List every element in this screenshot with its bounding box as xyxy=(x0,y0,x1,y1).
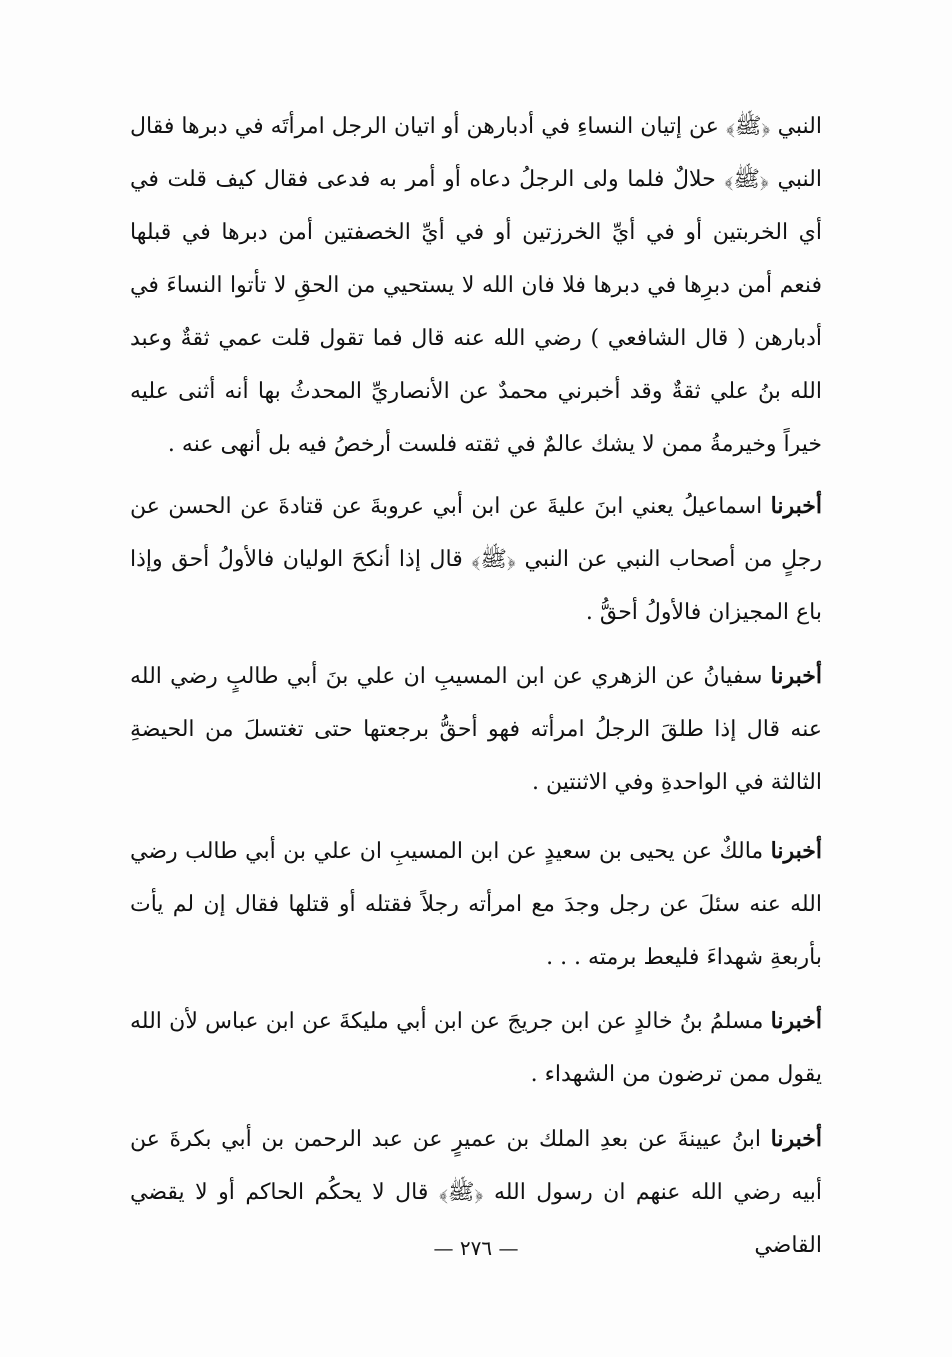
page-number: — ٢٧٦ — xyxy=(433,1236,519,1260)
paragraph-lead-word: أخبرنا xyxy=(770,1008,822,1034)
paragraph-body: ابنُ عيينةَ عن بعدِ الملك بن عميرٍ عن عبد الرحمن بن أبي بكرةَ عن أبيه رضي الله عنهم ان رسول الله ﴿ﷺ﴾ قال لا يحكُم الحاكم أو لا يقضي القاضي xyxy=(130,1127,822,1258)
paragraph-intro-text: النبي ﴿ﷺ﴾ عن إتيان النساءِ في أدبارهن أو اتيان الرجل امرأتَه في دبرها فقال النبي ﴿ﷺ﴾ حلالٌ فلما ولى الرجلُ دعاه أو أمر به فدعى فقال كيف قلت في أي الخربتين أو في أيِّ الخرزتين أو في أيِّ الخصفتين أمن دبرها في قبلها فنعم أمن دبرِها في دبرها فلا فان الله لا يستحيي من الحقِ لا تأتوا النساءَ في أدبارهن ( قال الشافعي ) رضي الله عنه قال فما تقول قلت عمي ثقةٌ وعبد الله بنُ علي ثقةٌ وقد أخبرني محمدٌ عن الأنصاريِّ المحدثُ بها أنه أثنى عليه خيراً وخيرمةُ ممن لا يشك عالمٌ في ثقته فلست أرخصُ فيه بل أنهى عنه . xyxy=(130,114,822,457)
paragraph-hadith-4 xyxy=(130,825,822,984)
paragraph-hadith-3 xyxy=(130,650,822,809)
paragraph-lead-word: أخبرنا xyxy=(770,1126,822,1152)
paragraph-lead-word: أخبرنا xyxy=(770,838,822,864)
paragraph-intro xyxy=(130,100,822,471)
paragraph-hadith-2 xyxy=(130,480,822,639)
paragraph-hadith-5 xyxy=(130,995,822,1101)
paragraph-body: مالكٌ عن يحيى بن سعيدٍ عن ابن المسيبِ ان علي بن أبي طالب رضي الله عنه سئلَ عن رجل وجدَ مع امرأته رجلاً فقتله أو قتلها فقال إن لم يأت بأربعةِ شهداءَ فليعط برمته . . . xyxy=(130,839,822,970)
paragraph-body: اسماعيلُ يعني ابنَ عليةَ عن ابن أبي عروبةَ عن قتادةَ عن الحسن عن رجلٍ من أصحاب النبي عن النبي ﴿ﷺ﴾ قال إذا أنكحَ الوليان فالأولُ أحق وإذا باع المجيزان فالأولُ أحقُّ . xyxy=(130,494,822,625)
paragraph-body: سفيانُ عن الزهري عن ابن المسيبِ ان علي بنَ أبي طالبٍ رضي الله عنه قال إذا طلقَ الرجلُ امرأته فهو أحقُّ برجعتها حتى تغتسلَ من الحيضةِ الثالثة في الواحدةِ وفي الاثنتين . xyxy=(130,664,822,795)
paragraph-lead-word: أخبرنا xyxy=(770,663,822,689)
paragraph-lead-word: أخبرنا xyxy=(770,493,822,519)
paragraph-body: مسلمُ بنُ خالدٍ عن ابن جريجَ عن ابن أبي مليكةَ عن ابن عباس لأن الله يقول ممن ترضون من الشهداء . xyxy=(130,1009,822,1087)
